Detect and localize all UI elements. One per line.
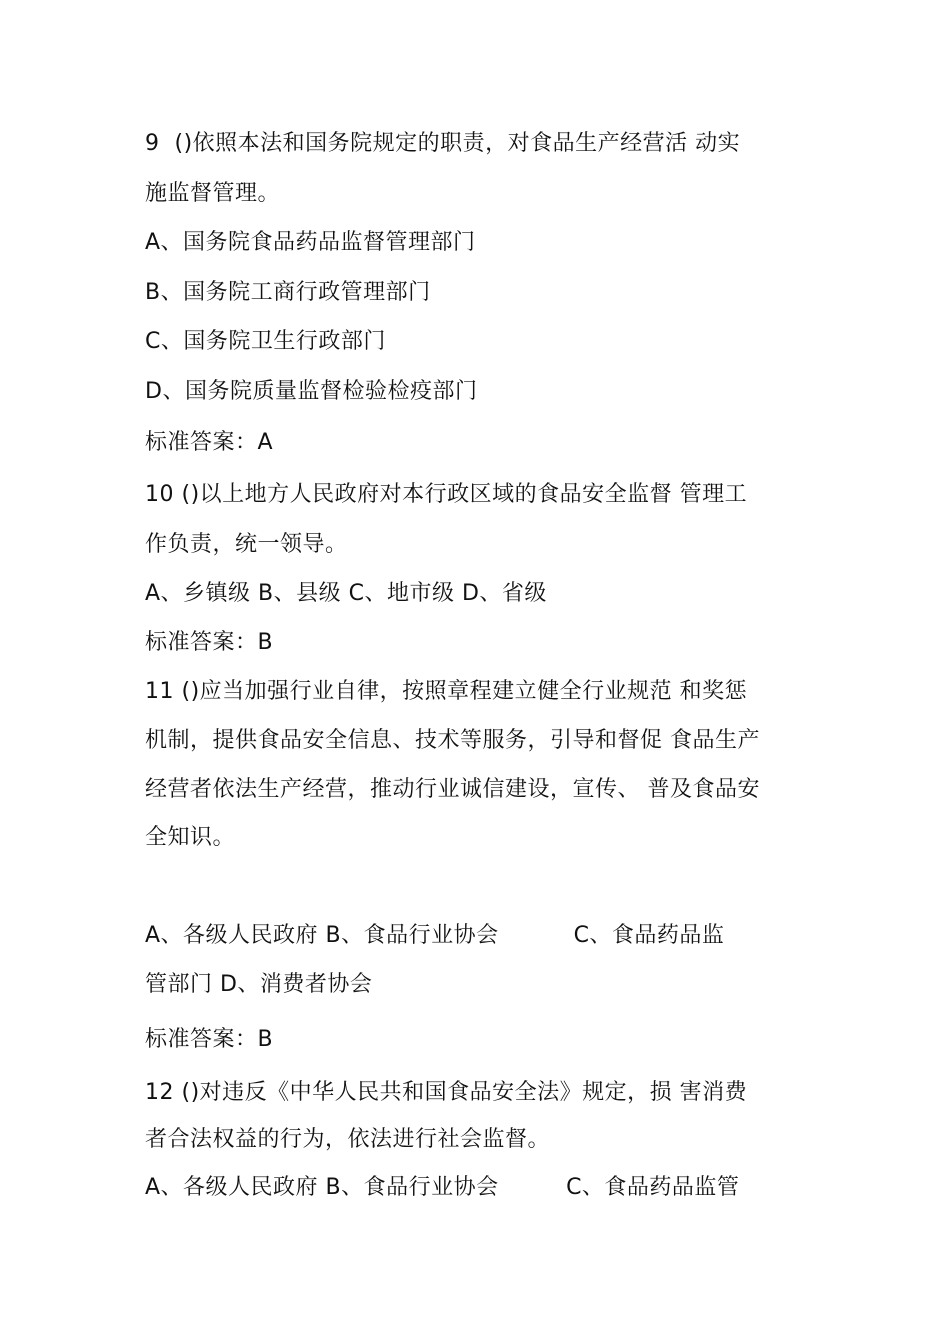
question-11-options-line-2: 管部门 D、消费者协会 — [145, 972, 373, 997]
question-11-answer: 标准答案：B — [145, 1027, 274, 1052]
question-11-stem-line-3: 经营者依法生产经营，推动行业诚信建设，宣传、 普及食品安 — [145, 777, 760, 802]
question-11-stem-line-1: 11 ()应当加强行业自律，按照章程建立健全行业规范 和奖惩 — [145, 679, 748, 704]
question-10-answer: 标准答案：B — [145, 630, 274, 655]
question-10-stem-line-1: 10 ()以上地方人民政府对本行政区域的食品安全监督 管理工 — [145, 482, 748, 507]
question-11-stem-line-2: 机制，提供食品安全信息、技术等服务，引导和督促 食品生产 — [145, 728, 760, 753]
question-11-options-line-1: A、各级人民政府 B、食品行业协会 C、食品药品监 — [145, 923, 725, 948]
question-9-stem-line-1: 9 ()依照本法和国务院规定的职责，对食品生产经营活 动实 — [145, 131, 741, 156]
question-12-stem-line-2: 者合法权益的行为，依法进行社会监督。 — [145, 1127, 551, 1152]
question-10-stem-line-2: 作负责，统一领导。 — [145, 532, 348, 557]
question-12-options-line-1: A、各级人民政府 B、食品行业协会 C、食品药品监管 — [145, 1175, 740, 1200]
question-9-option-a: A、国务院食品药品监督管理部门 — [145, 230, 476, 255]
question-9-option-b: B、国务院工商行政管理部门 — [145, 280, 431, 305]
question-10-options: A、乡镇级 B、县级 C、地市级 D、省级 — [145, 581, 547, 606]
question-11-stem-line-4: 全知识。 — [145, 825, 236, 850]
question-9-option-d: D、国务院质量监督检验检疫部门 — [145, 379, 478, 404]
question-9-answer: 标准答案：A — [145, 430, 274, 455]
question-12-stem-line-1: 12 ()对违反《中华人民共和国食品安全法》规定，损 害消费 — [145, 1080, 748, 1105]
question-9-stem-line-2: 施监督管理。 — [145, 181, 281, 206]
question-9-option-c: C、国务院卫生行政部门 — [145, 329, 386, 354]
